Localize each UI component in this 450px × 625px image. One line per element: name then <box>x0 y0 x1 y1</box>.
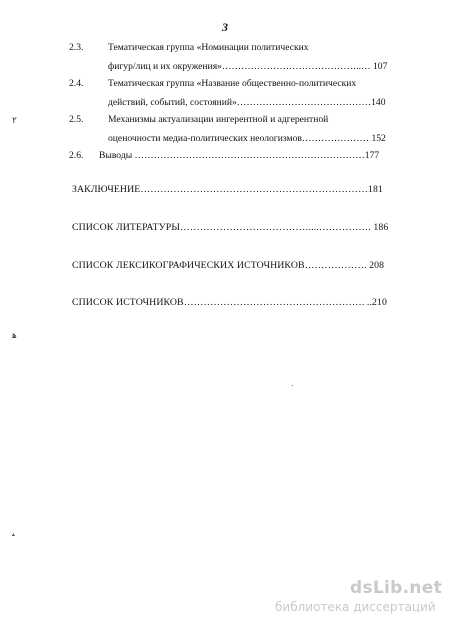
toc-entry-2-6 <box>69 148 419 164</box>
toc-entry-line1: Тематическая группа «Номинации политических <box>108 42 309 53</box>
margin-mark: ﻫ <box>12 331 17 341</box>
margin-mark: ﯩ <box>12 529 15 539</box>
toc-entry-line1: Механизмы актуализации ингерентной и адгерентной <box>108 114 329 125</box>
toc-entry-bibliography: СПИСОК ЛИТЕРАТУРЫ…………………………………....……………. 186 <box>72 222 389 233</box>
toc-entry-2-5 <box>69 112 419 146</box>
toc-entry-2-3 <box>69 40 419 74</box>
watermark-caption: библиотека диссертаций <box>275 600 436 614</box>
toc-entry-line2: оценочности медиа-политических неологизмов………………… 152 <box>108 133 386 144</box>
page-number: 3 <box>222 20 228 34</box>
toc-entry-conclusion: ЗАКЛЮЧЕНИЕ……………………………………………………………181 <box>72 184 383 195</box>
toc-entry-line2: действий, событий, состояний»……………………………………140 <box>108 97 386 108</box>
toc-entry-number: 2.6. <box>69 150 84 161</box>
toc-entry-lexicographic-sources: СПИСОК ЛЕКСИКОГРАФИЧЕСКИХ ИСТОЧНИКОВ………………. 208 <box>72 260 385 271</box>
margin-mark: ٢ <box>12 116 17 126</box>
toc-entry-number: 2.5. <box>69 114 84 125</box>
watermark-logo: dsLib.net <box>350 578 443 598</box>
scan-speck <box>292 385 293 386</box>
toc-entry-2-4 <box>69 76 419 110</box>
toc-entry-line1: Выводы ………………………………………………………………177 <box>99 150 380 161</box>
toc-entry-line2: фигур/лиц и их окружения»……………………………………..… 107 <box>108 61 388 72</box>
toc-entry-number: 2.4. <box>69 78 84 89</box>
toc-entry-sources: СПИСОК ИСТОЧНИКОВ………………………………………………. ..210 <box>72 297 388 308</box>
toc-entry-line1: Тематическая группа «Название общественно-политических <box>108 78 357 89</box>
toc-entry-number: 2.3. <box>69 42 84 53</box>
